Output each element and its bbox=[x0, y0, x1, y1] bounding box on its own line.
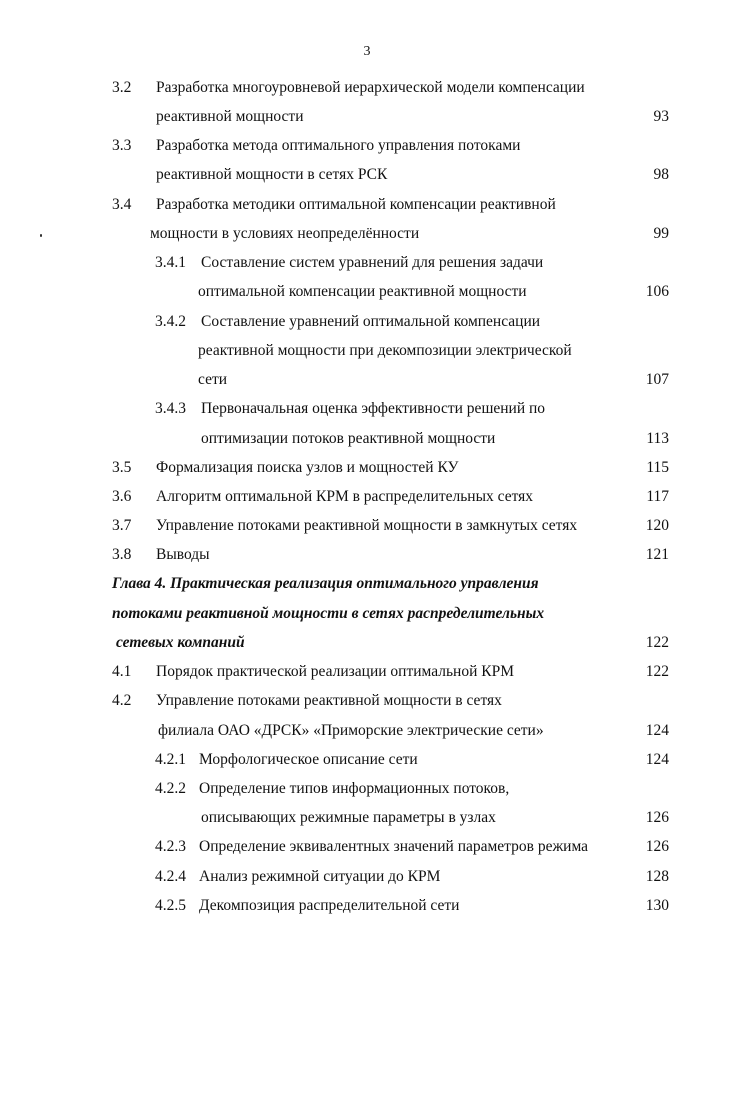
entry-number: 3.3 bbox=[112, 137, 132, 154]
entry-title-line: реактивной мощности при декомпозиции электрической bbox=[198, 342, 572, 359]
entry-number: 3.7 bbox=[112, 517, 132, 534]
entry-number: 4.2.3 bbox=[155, 838, 186, 855]
entry-page: 107 bbox=[645, 371, 669, 388]
entry-page: 120 bbox=[645, 517, 669, 534]
entry-page: 93 bbox=[653, 108, 669, 125]
chapter-title-line: потоками реактивной мощности в сетях распределительных bbox=[112, 605, 545, 622]
entry-number: 3.4 bbox=[112, 196, 132, 213]
entry-number: 3.8 bbox=[112, 546, 132, 563]
chapter-title-line: Глава 4. Практическая реализация оптимального управления bbox=[112, 575, 539, 592]
entry-title-line: Выводы bbox=[156, 546, 210, 563]
entry-title-line: реактивной мощности bbox=[156, 108, 304, 125]
entry-page: 124 bbox=[645, 751, 669, 768]
entry-title-line: Формализация поиска узлов и мощностей КУ bbox=[156, 459, 459, 476]
entry-number: 4.2.2 bbox=[155, 780, 186, 797]
entry-title-line: Определение эквивалентных значений параметров режима bbox=[199, 838, 589, 855]
entry-page: 106 bbox=[645, 283, 669, 300]
entry-number: 3.2 bbox=[112, 79, 132, 96]
entry-number: 4.2 bbox=[112, 692, 132, 709]
entry-number: 3.4.1 bbox=[155, 254, 186, 271]
entry-title-line: сети bbox=[198, 371, 228, 388]
entry-page: 98 bbox=[653, 166, 669, 183]
entry-number: 4.2.4 bbox=[155, 868, 186, 885]
entry-number: 3.5 bbox=[112, 459, 132, 476]
entry-page: 126 bbox=[645, 838, 669, 855]
entry-page: 124 bbox=[645, 722, 669, 739]
entry-page: 128 bbox=[645, 868, 669, 885]
entry-number: 3.4.2 bbox=[155, 313, 186, 330]
entry-number: 4.2.1 bbox=[155, 751, 186, 768]
chapter-page: 122 bbox=[645, 634, 669, 651]
entry-title-line: Первоначальная оценка эффективности решений по bbox=[201, 400, 546, 417]
entry-title-line: Составление уравнений оптимальной компенсации bbox=[201, 313, 541, 330]
page-number: 3 bbox=[363, 44, 371, 59]
entry-page: 122 bbox=[645, 663, 669, 680]
entry-title-line: Морфологическое описание сети bbox=[199, 751, 418, 768]
entry-title-line: описывающих режимные параметры в узлах bbox=[201, 809, 496, 826]
entry-page: 121 bbox=[645, 546, 669, 563]
entry-title-line: Декомпозиция распределительной сети bbox=[199, 897, 460, 914]
entry-title-line: Разработка многоуровневой иерархической модели компенсации bbox=[156, 79, 585, 96]
entry-page: 117 bbox=[646, 488, 669, 505]
entry-title-line: Порядок практической реализации оптимальной КРМ bbox=[156, 663, 515, 680]
entry-page: 99 bbox=[653, 225, 669, 242]
chapter-title-line: сетевых компаний bbox=[116, 634, 245, 651]
entry-title-line: оптимизации потоков реактивной мощности bbox=[201, 430, 496, 447]
entry-title-line: реактивной мощности в сетях РСК bbox=[156, 166, 388, 183]
entry-title-line: Алгоритм оптимальной КРМ в распределительных сетях bbox=[156, 488, 534, 505]
entry-title-line: Составление систем уравнений для решения задачи bbox=[201, 254, 544, 271]
entry-number: 3.6 bbox=[112, 488, 132, 505]
entry-number: 4.1 bbox=[112, 663, 132, 680]
entry-title-line: оптимальной компенсации реактивной мощности bbox=[198, 283, 527, 300]
entry-page: 115 bbox=[646, 459, 669, 476]
entry-title-line: филиала ОАО «ДРСК» «Приморские электрические сети» bbox=[158, 722, 544, 739]
entry-title-line: Определение типов информационных потоков, bbox=[199, 780, 510, 797]
entry-number: 3.4.3 bbox=[155, 400, 186, 417]
entry-title-line: Управление потоками реактивной мощности в замкнутых сетях bbox=[156, 517, 578, 534]
entry-page: 113 bbox=[646, 430, 669, 447]
entry-title-line: Управление потоками реактивной мощности в сетях bbox=[156, 692, 502, 709]
entry-page: 130 bbox=[645, 897, 669, 914]
entry-title-line: Разработка методики оптимальной компенсации реактивной bbox=[156, 196, 556, 213]
entry-title-line: Разработка метода оптимального управления потоками bbox=[156, 137, 521, 154]
entry-page: 126 bbox=[645, 809, 669, 826]
entry-number: 4.2.5 bbox=[155, 897, 186, 914]
entry-title-line: мощности в условиях неопределённости bbox=[150, 225, 420, 242]
entry-title-line: Анализ режимной ситуации до КРМ bbox=[199, 868, 441, 885]
